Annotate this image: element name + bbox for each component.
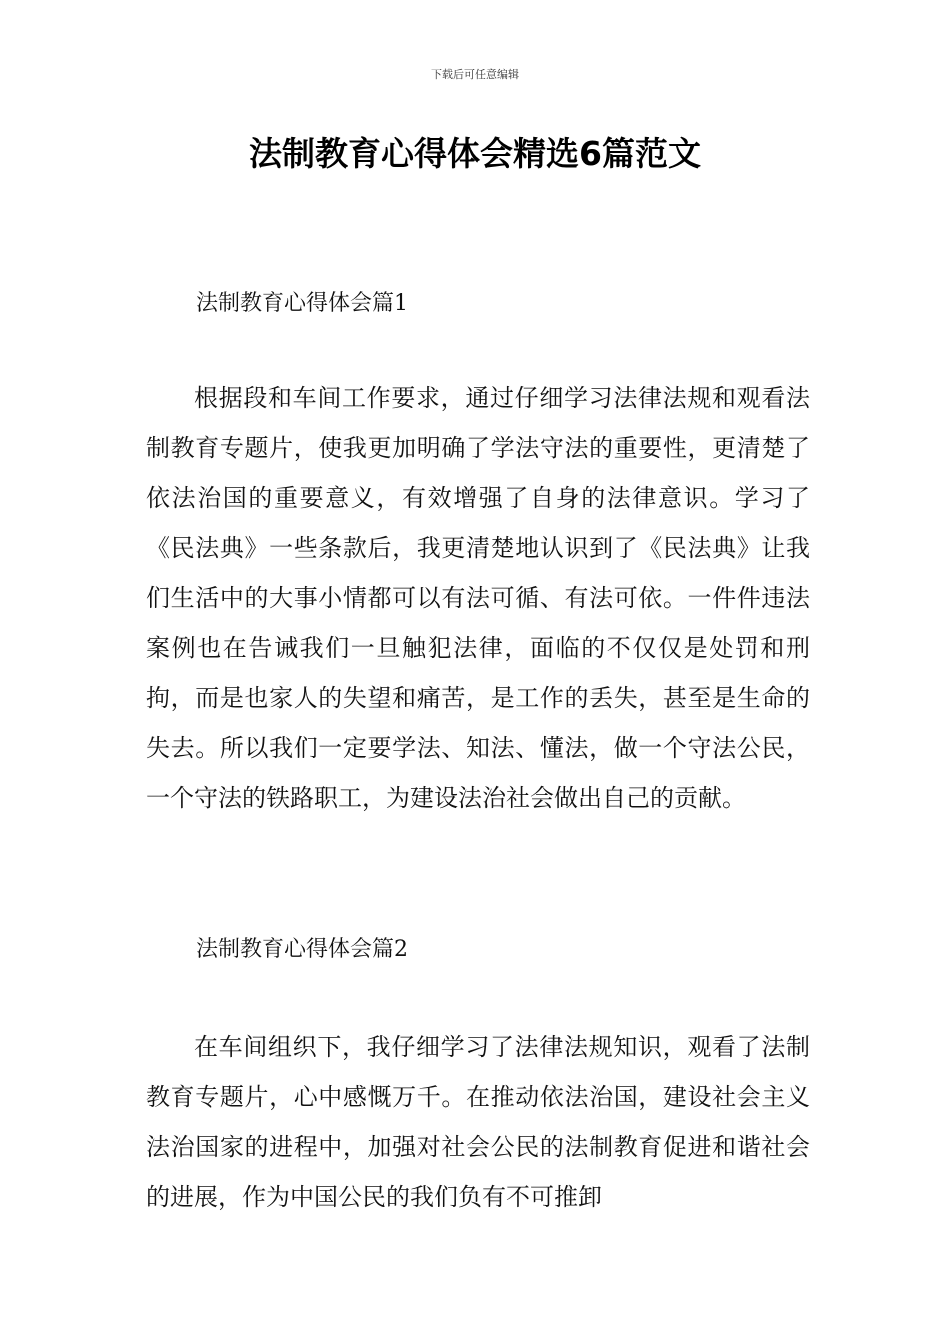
document-title: 法制教育心得体会精选6篇范文 <box>249 134 701 173</box>
section-body-2: 在车间组织下，我仔细学习了法律法规知识，观看了法制教育专题片，心中感慨万千。在推动依法治国，建设社会主义法治国家的进程中，加强对社会公民的法制教育促进和谐社会的进展，作为中国公民的我们负有不可推卸 <box>146 1033 810 1211</box>
section-body-1: 根据段和车间工作要求，通过仔细学习法律法规和观看法制教育专题片，使我更加明确了学法守法的重要性，更清楚了依法治国的重要意义，有效增强了自身的法律意识。学习了《民法典》一些条款后，我更清楚地认识到了《民法典》让我们生活中的大事小情都可以有法可循、有法可依。一件件违法案例也在告诫我们一旦触犯法律，面临的不仅仅是处罚和刑拘，而是也家人的失望和痛苦，是工作的丢失，甚至是生命的失去。所以我们一定要学法、知法、懂法，做一个守法公民，一个守法的铁路职工，为建设法治社会做出自己的贡献。 <box>146 384 810 812</box>
header-note: 下载后可任意编辑 <box>431 68 519 81</box>
section-heading-2: 法制教育心得体会篇2 <box>196 937 408 962</box>
section-heading-1: 法制教育心得体会篇1 <box>196 291 408 316</box>
